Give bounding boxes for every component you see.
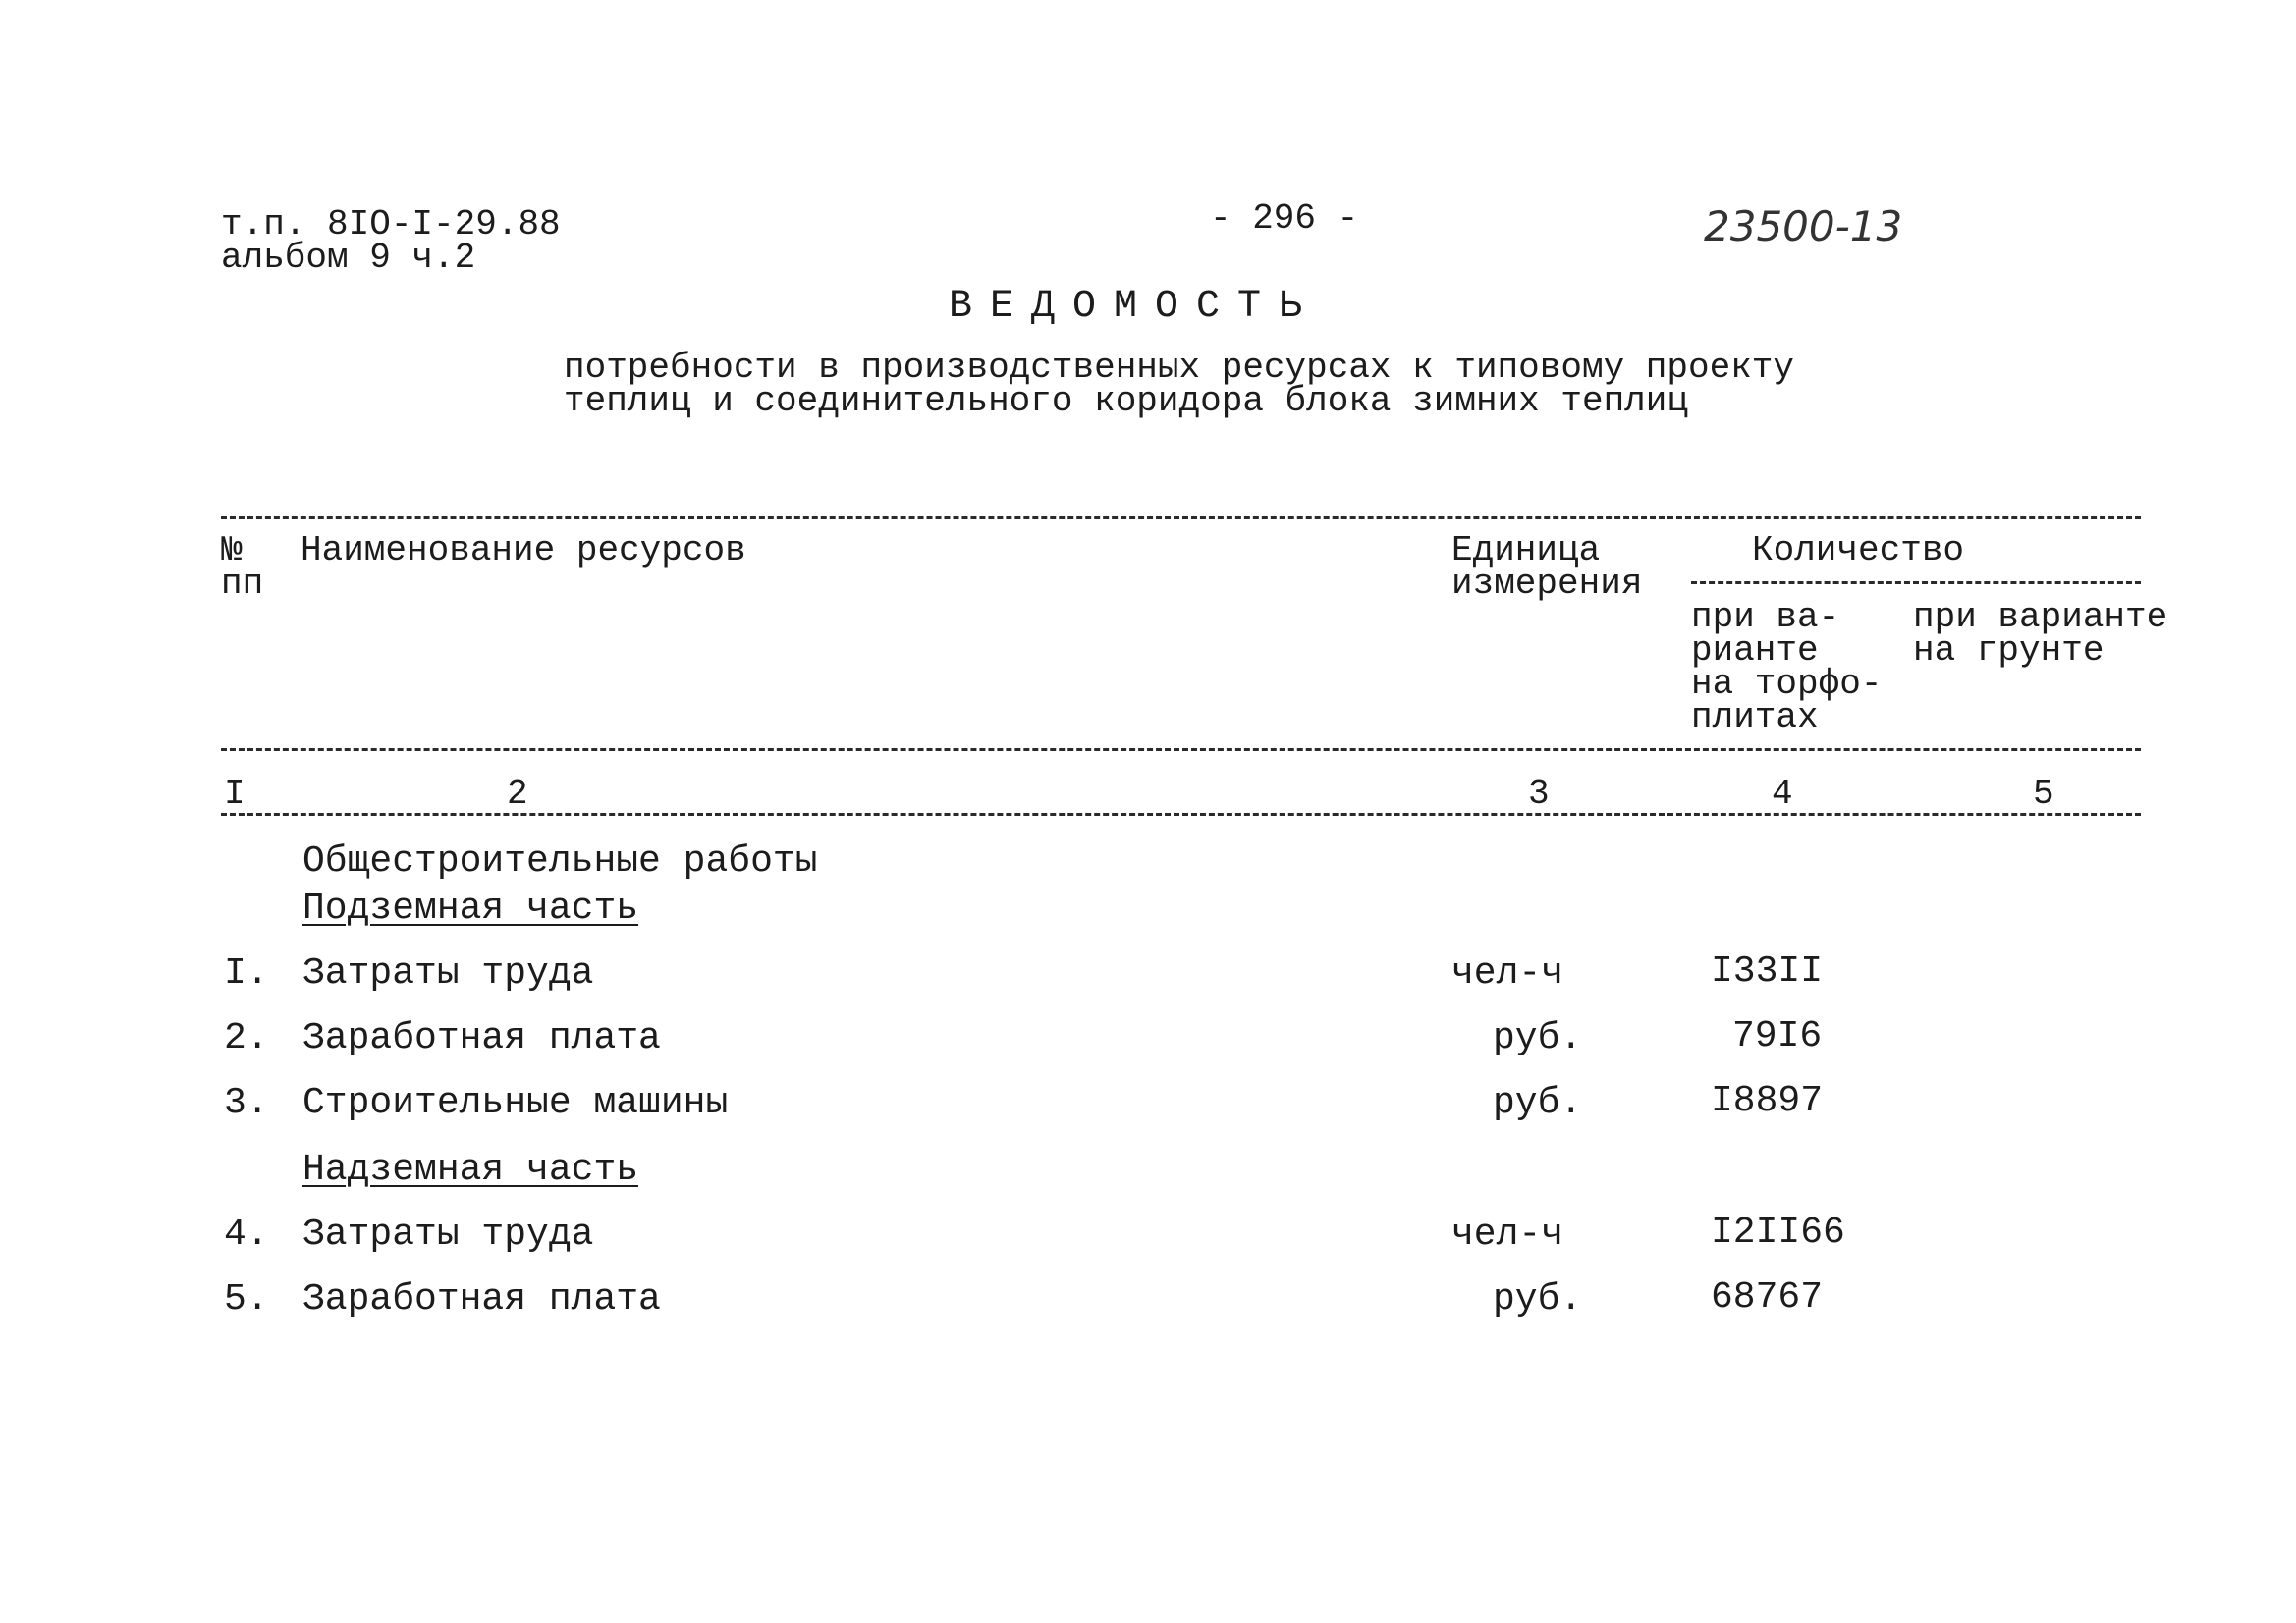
section-title: Общестроительные работы xyxy=(302,840,818,883)
row-resource-name: Заработная плата xyxy=(302,1278,661,1321)
row-number: I. xyxy=(224,952,269,995)
document-subtitle-line1: потребности в производственных ресурсах к типовому проекту xyxy=(564,348,1795,388)
document-subtitle-line2: теплиц и соединительного коридора блока зимних теплиц xyxy=(564,381,1688,421)
row-unit: руб. xyxy=(1493,1017,1583,1059)
header-peat-line4: плитах xyxy=(1691,697,1819,737)
album-number: альбом 9 ч.2 xyxy=(221,238,476,278)
document-title: ВЕДОМОСТЬ xyxy=(949,285,1321,329)
row-number: 3. xyxy=(224,1082,269,1124)
header-quantity: Количество xyxy=(1752,530,1965,570)
header-num-symbol: № xyxy=(221,530,243,570)
row-unit: руб. xyxy=(1493,1082,1583,1124)
header-num-pp: пп xyxy=(221,564,264,604)
row-quantity-peat: I33II xyxy=(1711,950,1824,993)
row-resource-name: Затраты труда xyxy=(302,1214,594,1256)
column-number-4: 4 xyxy=(1772,774,1793,814)
column-number-3: 3 xyxy=(1528,774,1550,814)
header-unit-line2: измерения xyxy=(1451,564,1643,604)
row-quantity-peat: I2II66 xyxy=(1711,1212,1845,1254)
table-top-rule xyxy=(221,516,2141,519)
quantity-rule xyxy=(1691,581,2141,584)
row-number: 4. xyxy=(224,1214,269,1256)
document-code: 23500-13 xyxy=(1704,202,1903,250)
header-ground-line2: на грунте xyxy=(1913,630,2105,671)
header-peat-line2: рианте xyxy=(1691,630,1819,671)
header-resource-name: Наименование ресурсов xyxy=(301,530,746,570)
subsection-underground: Подземная часть xyxy=(302,888,639,930)
column-number-5: 5 xyxy=(2033,774,2054,814)
project-number: т.п. 8IO-I-29.88 xyxy=(221,204,561,244)
row-number: 2. xyxy=(224,1017,269,1059)
row-resource-name: Затраты труда xyxy=(302,952,594,995)
row-resource-name: Заработная плата xyxy=(302,1017,661,1059)
header-unit-line1: Единица xyxy=(1451,530,1601,570)
row-unit: чел-ч xyxy=(1451,952,1564,995)
column-number-1: I xyxy=(224,774,246,814)
row-number: 5. xyxy=(224,1278,269,1321)
page-number: - 296 - xyxy=(1210,198,1359,239)
header-peat-line1: при ва- xyxy=(1691,597,1840,637)
header-peat-line3: на торфо- xyxy=(1691,664,1883,704)
header-bottom-rule xyxy=(221,748,2141,751)
row-unit: чел-ч xyxy=(1451,1214,1564,1256)
column-number-2: 2 xyxy=(507,774,528,814)
row-quantity-peat: I8897 xyxy=(1711,1080,1824,1122)
row-unit: руб. xyxy=(1493,1278,1583,1321)
row-resource-name: Строительные машины xyxy=(302,1082,729,1124)
row-quantity-peat: 68767 xyxy=(1711,1276,1824,1319)
subsection-aboveground: Надземная часть xyxy=(302,1149,639,1191)
header-ground-line1: при варианте xyxy=(1913,597,2168,637)
row-quantity-peat: 79I6 xyxy=(1732,1015,1823,1057)
